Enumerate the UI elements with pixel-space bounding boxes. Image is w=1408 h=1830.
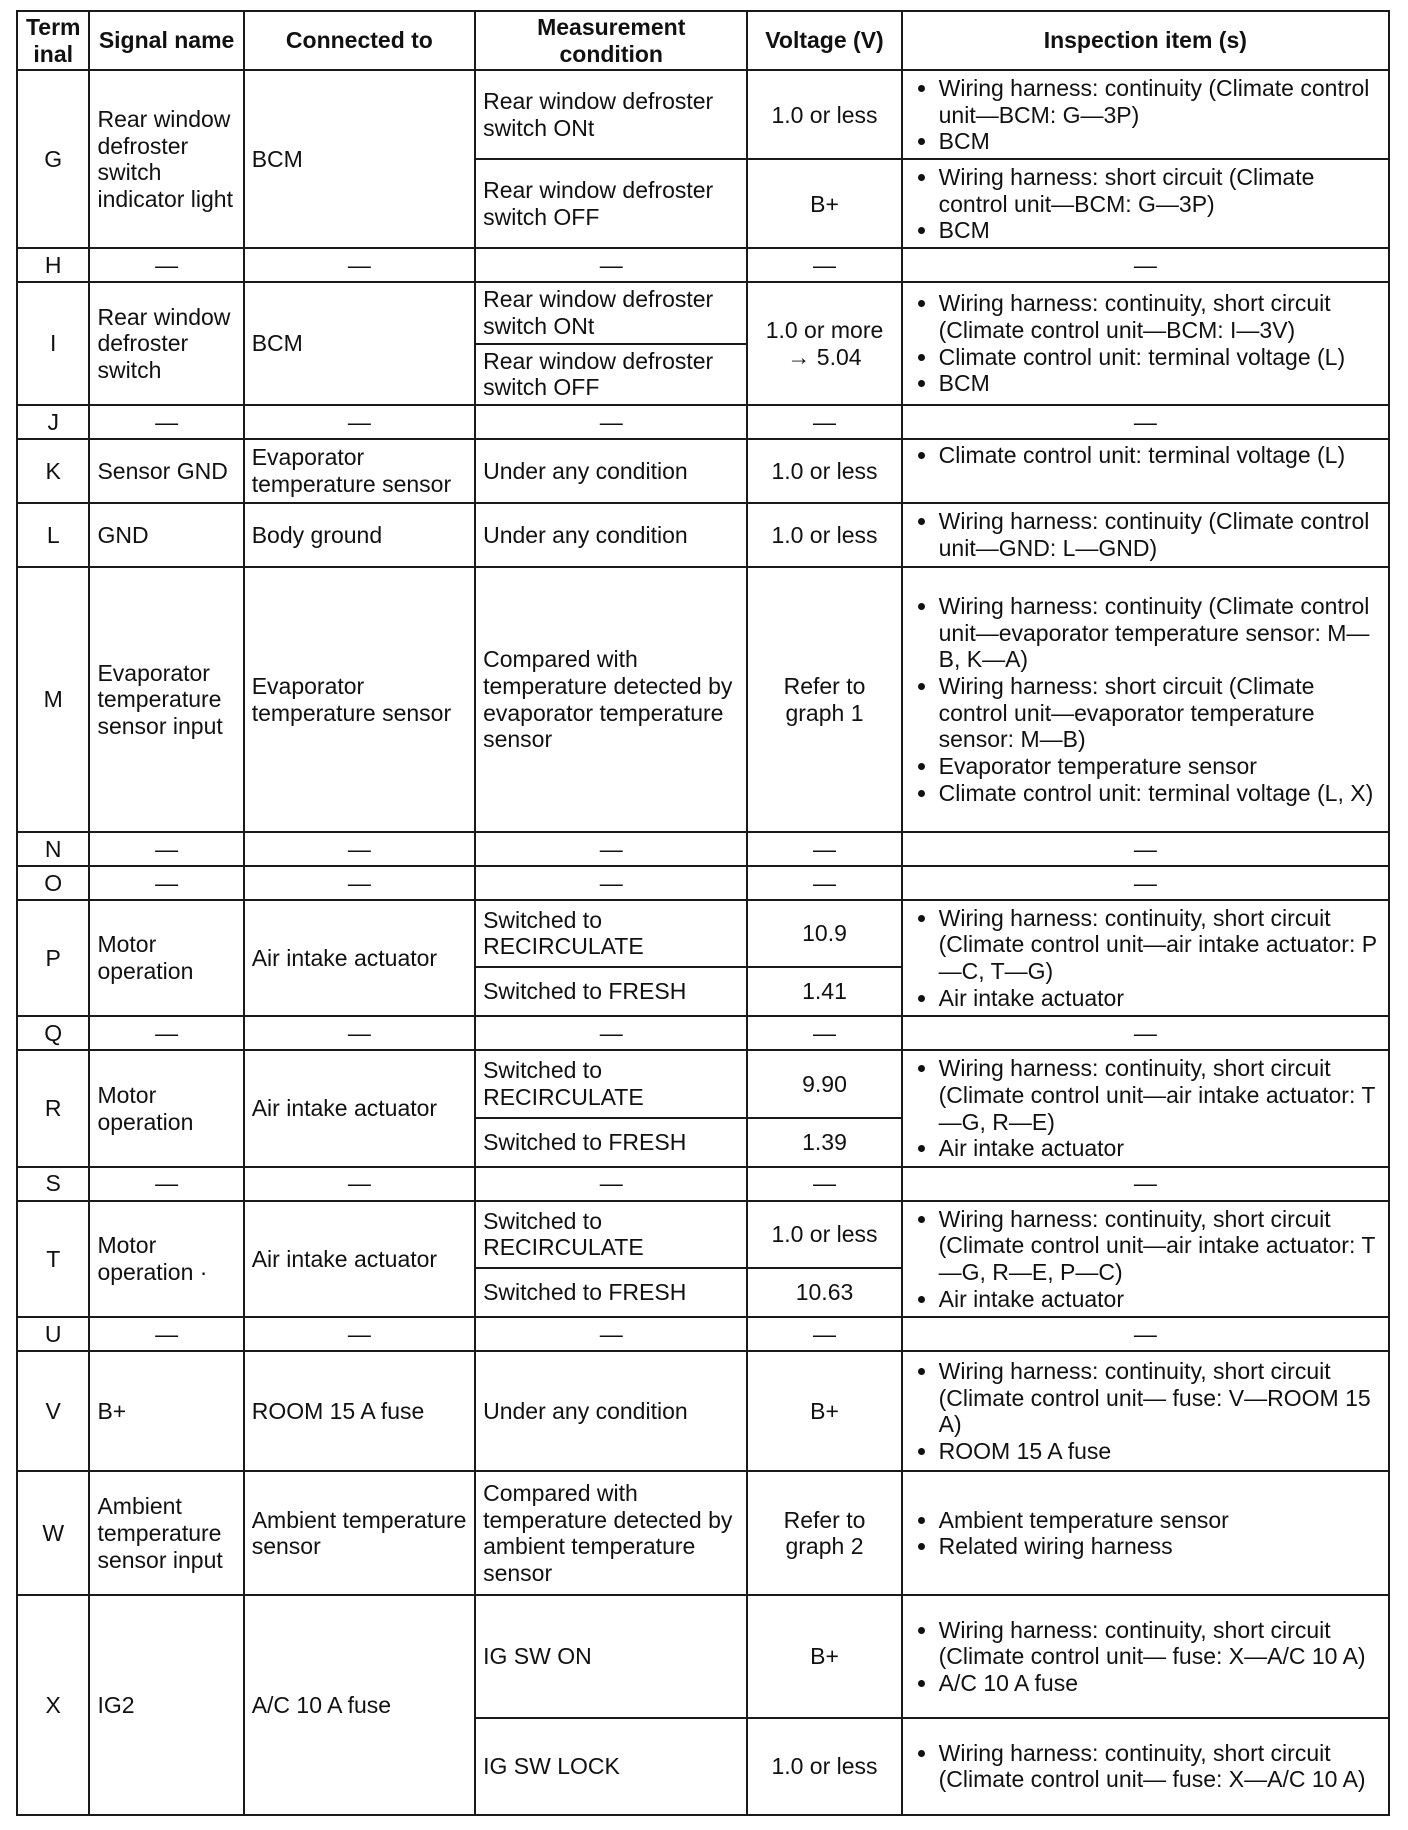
terminal-cell: R xyxy=(17,1050,89,1167)
voltage-cell: 1.39 xyxy=(747,1118,901,1167)
table-row xyxy=(17,282,1389,343)
inspection-item: • Related wiring harness xyxy=(939,1533,1381,1560)
inspection-item: • Wiring harness: continuity (Climate control unit—evaporator temperature sensor: M—B, K—A) xyxy=(939,593,1381,673)
table-row xyxy=(17,1595,1389,1717)
signal-name-cell: Ambient temperature sensor input xyxy=(89,1471,243,1595)
condition-cell: Switched to FRESH xyxy=(475,967,747,1016)
table-row xyxy=(17,1317,1389,1351)
terminal-cell: V xyxy=(17,1351,89,1471)
dash-cell: — xyxy=(902,832,1389,866)
connected-to-cell: BCM xyxy=(244,282,475,405)
connected-to-cell: Ambient temperature sensor xyxy=(244,1471,475,1595)
inspection-cell xyxy=(902,567,1389,832)
header-inspection-items: Inspection item (s) xyxy=(902,11,1389,70)
table-row xyxy=(17,567,1389,832)
signal-name-cell: B+ xyxy=(89,1351,243,1471)
voltage-cell: B+ xyxy=(747,159,901,248)
inspection-item: • Climate control unit: terminal voltage (L) xyxy=(939,442,1381,469)
inspection-cell xyxy=(902,159,1389,248)
dash-cell: — xyxy=(244,832,475,866)
terminal-cell: U xyxy=(17,1317,89,1351)
inspection-item: • Wiring harness: short circuit (Climate control unit—BCM: G—3P) xyxy=(939,164,1381,217)
dash-cell: — xyxy=(475,248,747,282)
inspection-item: • Air intake actuator xyxy=(939,1286,1381,1313)
dash-cell: — xyxy=(902,1317,1389,1351)
inspection-item: • Evaporator temperature sensor xyxy=(939,753,1381,780)
table-row xyxy=(17,439,1389,503)
voltage-cell: 1.0 or less xyxy=(747,70,901,159)
voltage-cell: 10.63 xyxy=(747,1268,901,1317)
table-row xyxy=(17,1201,1389,1268)
dash-cell: — xyxy=(89,1016,243,1050)
signal-name-cell: Evaporator temperature sensor input xyxy=(89,567,243,832)
terminal-cell: P xyxy=(17,900,89,1017)
signal-name-cell: Motor operation xyxy=(89,900,243,1017)
terminal-voltage-table xyxy=(16,10,1390,1816)
inspection-item: • Wiring harness: continuity, short circuit (Climate control unit— fuse: V—ROOM 15 A) xyxy=(939,1358,1381,1438)
inspection-cell xyxy=(902,1050,1389,1167)
voltage-cell: 1.0 or less xyxy=(747,503,901,567)
connected-to-cell: A/C 10 A fuse xyxy=(244,1595,475,1815)
inspection-item: • Ambient temperature sensor xyxy=(939,1507,1381,1534)
connected-to-cell: ROOM 15 A fuse xyxy=(244,1351,475,1471)
inspection-cell xyxy=(902,1595,1389,1717)
voltage-cell: 1.41 xyxy=(747,967,901,1016)
inspection-item: • BCM xyxy=(939,370,1381,397)
inspection-item: • Wiring harness: continuity, short circuit (Climate control unit— fuse: X—A/C 10 A) xyxy=(939,1740,1381,1793)
table-row xyxy=(17,405,1389,439)
dash-cell: — xyxy=(475,832,747,866)
dash-cell: — xyxy=(89,1167,243,1201)
condition-cell: Switched to RECIRCULATE xyxy=(475,900,747,967)
condition-cell: Under any condition xyxy=(475,439,747,503)
connected-to-cell: Air intake actuator xyxy=(244,1201,475,1318)
inspection-item: • Climate control unit: terminal voltage (L, X) xyxy=(939,780,1381,807)
dash-cell: — xyxy=(475,1317,747,1351)
header-voltage: Voltage (V) xyxy=(747,11,901,70)
dash-cell: — xyxy=(244,1016,475,1050)
terminal-cell: M xyxy=(17,567,89,832)
inspection-item: • Wiring harness: continuity (Climate control unit—GND: L—GND) xyxy=(939,508,1381,561)
connected-to-cell: Air intake actuator xyxy=(244,1050,475,1167)
terminal-cell: L xyxy=(17,503,89,567)
table-row xyxy=(17,1167,1389,1201)
signal-name-cell: Sensor GND xyxy=(89,439,243,503)
connected-to-cell: Evaporator temperature sensor xyxy=(244,439,475,503)
voltage-cell: B+ xyxy=(747,1595,901,1717)
header-measurement-condition: Measurement condition xyxy=(475,11,747,70)
terminal-cell: J xyxy=(17,405,89,439)
dash-cell: — xyxy=(475,866,747,900)
condition-cell: IG SW LOCK xyxy=(475,1718,747,1815)
dash-cell: — xyxy=(747,1016,901,1050)
dash-cell: — xyxy=(902,248,1389,282)
signal-name-cell: Motor operation xyxy=(89,1050,243,1167)
dash-cell: — xyxy=(89,1317,243,1351)
terminal-cell: S xyxy=(17,1167,89,1201)
table-row xyxy=(17,900,1389,967)
dash-cell: — xyxy=(475,1016,747,1050)
dash-cell: — xyxy=(747,405,901,439)
inspection-item: • Wiring harness: continuity, short circuit (Climate control unit—BCM: I—3V) xyxy=(939,290,1381,343)
inspection-item: • Wiring harness: short circuit (Climate control unit—evaporator temperature sensor: M—B) xyxy=(939,673,1381,753)
terminal-cell: Q xyxy=(17,1016,89,1050)
condition-cell: Compared with temperature detected by ambient temperature sensor xyxy=(475,1471,747,1595)
condition-cell: IG SW ON xyxy=(475,1595,747,1717)
table-row xyxy=(17,832,1389,866)
condition-cell: Rear window defroster switch ONt xyxy=(475,282,747,343)
connected-to-cell: Air intake actuator xyxy=(244,900,475,1017)
terminal-cell: W xyxy=(17,1471,89,1595)
signal-name-cell: Rear window defroster switch indicator light xyxy=(89,70,243,248)
dash-cell: — xyxy=(89,405,243,439)
header-row xyxy=(17,11,1389,70)
inspection-item: • Wiring harness: continuity, short circuit (Climate control unit—air intake actuator: T—G, R—E, P—C) xyxy=(939,1206,1381,1286)
terminal-cell: X xyxy=(17,1595,89,1815)
condition-cell: Switched to RECIRCULATE xyxy=(475,1201,747,1268)
terminal-cell: G xyxy=(17,70,89,248)
condition-cell: Switched to FRESH xyxy=(475,1118,747,1167)
table-row xyxy=(17,866,1389,900)
table-row xyxy=(17,1050,1389,1117)
signal-name-cell: Rear window defroster switch xyxy=(89,282,243,405)
voltage-cell: Refer to graph 2 xyxy=(747,1471,901,1595)
header-terminal: Term inal xyxy=(17,11,89,70)
inspection-item: • Air intake actuator xyxy=(939,985,1381,1012)
inspection-cell xyxy=(902,900,1389,1017)
inspection-cell xyxy=(902,1718,1389,1815)
voltage-cell: 1.0 or less xyxy=(747,1201,901,1268)
inspection-item: • BCM xyxy=(939,217,1381,244)
terminal-cell: K xyxy=(17,439,89,503)
inspection-item: • Climate control unit: terminal voltage (L) xyxy=(939,344,1381,371)
table-row xyxy=(17,1471,1389,1595)
signal-name-cell: Motor operation · xyxy=(89,1201,243,1318)
terminal-cell: O xyxy=(17,866,89,900)
inspection-cell xyxy=(902,439,1389,503)
inspection-item: • Wiring harness: continuity, short circuit (Climate control unit—air intake actuator: T—G, R—E) xyxy=(939,1055,1381,1135)
dash-cell: — xyxy=(902,405,1389,439)
condition-cell: Switched to RECIRCULATE xyxy=(475,1050,747,1117)
terminal-cell: I xyxy=(17,282,89,405)
dash-cell: — xyxy=(244,866,475,900)
dash-cell: — xyxy=(89,832,243,866)
table-row xyxy=(17,1351,1389,1471)
connected-to-cell: BCM xyxy=(244,70,475,248)
dash-cell: — xyxy=(902,1167,1389,1201)
condition-cell: Compared with temperature detected by evaporator temperature sensor xyxy=(475,567,747,832)
dash-cell: — xyxy=(902,1016,1389,1050)
inspection-cell xyxy=(902,1201,1389,1318)
inspection-item: • A/C 10 A fuse xyxy=(939,1670,1381,1697)
condition-cell: Under any condition xyxy=(475,503,747,567)
dash-cell: — xyxy=(747,832,901,866)
header-connected-to: Connected to xyxy=(244,11,475,70)
dash-cell: — xyxy=(902,866,1389,900)
dash-cell: — xyxy=(747,866,901,900)
condition-cell: Rear window defroster switch OFF xyxy=(475,159,747,248)
inspection-item: • Wiring harness: continuity, short circuit (Climate control unit— fuse: X—A/C 10 A) xyxy=(939,1617,1381,1670)
inspection-cell xyxy=(902,282,1389,405)
connected-to-cell: Body ground xyxy=(244,503,475,567)
dash-cell: — xyxy=(244,248,475,282)
condition-cell: Switched to FRESH xyxy=(475,1268,747,1317)
voltage-cell: 9.90 xyxy=(747,1050,901,1117)
inspection-item: • BCM xyxy=(939,128,1381,155)
signal-name-cell: IG2 xyxy=(89,1595,243,1815)
inspection-cell xyxy=(902,1351,1389,1471)
dash-cell: — xyxy=(747,248,901,282)
connected-to-cell: Evaporator temperature sensor xyxy=(244,567,475,832)
table-row xyxy=(17,503,1389,567)
terminal-cell: T xyxy=(17,1201,89,1318)
inspection-cell xyxy=(902,1471,1389,1595)
terminal-cell: H xyxy=(17,248,89,282)
condition-cell: Rear window defroster switch ONt xyxy=(475,70,747,159)
dash-cell: — xyxy=(244,1167,475,1201)
dash-cell: — xyxy=(89,248,243,282)
dash-cell: — xyxy=(244,1317,475,1351)
inspection-cell xyxy=(902,70,1389,159)
dash-cell: — xyxy=(244,405,475,439)
inspection-cell xyxy=(902,503,1389,567)
signal-name-cell: GND xyxy=(89,503,243,567)
voltage-cell: 1.0 or less xyxy=(747,439,901,503)
table-row xyxy=(17,248,1389,282)
voltage-cell: Refer to graph 1 xyxy=(747,567,901,832)
dash-cell: — xyxy=(747,1167,901,1201)
dash-cell: — xyxy=(89,866,243,900)
dash-cell: — xyxy=(475,1167,747,1201)
condition-cell: Rear window defroster switch OFF xyxy=(475,344,747,405)
inspection-item: • Wiring harness: continuity, short circuit (Climate control unit—air intake actuator: P—C, T—G) xyxy=(939,905,1381,985)
table-row xyxy=(17,70,1389,159)
voltage-cell: B+ xyxy=(747,1351,901,1471)
voltage-cell: 1.0 or less xyxy=(747,1718,901,1815)
inspection-item: • Wiring harness: continuity (Climate control unit—BCM: G—3P) xyxy=(939,75,1381,128)
dash-cell: — xyxy=(747,1317,901,1351)
inspection-item: • ROOM 15 A fuse xyxy=(939,1438,1381,1465)
table-row xyxy=(17,1016,1389,1050)
header-signal-name: Signal name xyxy=(89,11,243,70)
inspection-item: • Air intake actuator xyxy=(939,1135,1381,1162)
condition-cell: Under any condition xyxy=(475,1351,747,1471)
voltage-cell: 10.9 xyxy=(747,900,901,967)
terminal-cell: N xyxy=(17,832,89,866)
voltage-cell: 1.0 or more → 5.04 xyxy=(747,282,901,405)
dash-cell: — xyxy=(475,405,747,439)
